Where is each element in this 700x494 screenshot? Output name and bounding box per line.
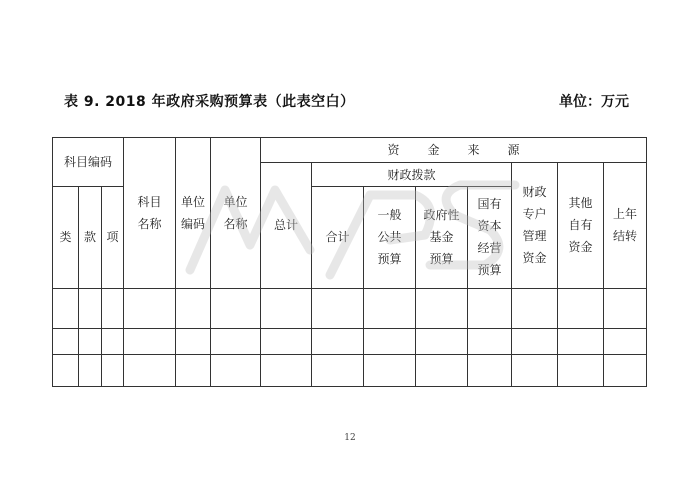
header-item: 项: [102, 187, 124, 288]
table-cell: [79, 354, 102, 386]
table-cell: [261, 328, 312, 354]
table-cell: [468, 354, 512, 386]
table-cell: [261, 288, 312, 328]
header-fund-source: 资金来源: [261, 138, 647, 163]
table-cell: [312, 354, 364, 386]
header-gov-fund-budget: 政府性 基金 预算: [416, 187, 468, 288]
table-cell: [468, 288, 512, 328]
table-cell: [604, 328, 647, 354]
table-cell: [211, 354, 261, 386]
header-subject-name: 科目 名称: [124, 138, 176, 289]
header-total: 总计: [261, 163, 312, 289]
table-row: [53, 354, 647, 386]
table-cell: [124, 354, 176, 386]
table-cell: [53, 328, 79, 354]
table-cell: [364, 354, 416, 386]
table-cell: [364, 328, 416, 354]
table-row: [53, 288, 647, 328]
header-unit-code: 单位 编码: [176, 138, 211, 289]
table-cell: [364, 288, 416, 328]
table-cell: [512, 288, 558, 328]
table-cell: [176, 328, 211, 354]
table-cell: [512, 354, 558, 386]
header-state-capital-budget: 国有 资本 经营 预算: [468, 187, 512, 288]
table-cell: [468, 328, 512, 354]
table-cell: [176, 288, 211, 328]
page-number: 12: [344, 433, 356, 443]
table-cell: [102, 328, 124, 354]
table-cell: [312, 328, 364, 354]
table-cell: [176, 354, 211, 386]
header-prior-year-carryover: 上年 结转: [604, 163, 647, 289]
table-cell: [211, 288, 261, 328]
table-cell: [53, 354, 79, 386]
header-fiscal-allocation: 财政拨款: [312, 163, 512, 187]
table-cell: [102, 288, 124, 328]
table-cell: [558, 288, 604, 328]
table-cell: [604, 288, 647, 328]
header-category: 类: [53, 187, 79, 288]
table-cell: [124, 328, 176, 354]
header-general-public-budget: 一般 公共 预算: [364, 187, 416, 288]
table-cell: [604, 354, 647, 386]
table-cell: [124, 288, 176, 328]
table-cell: [558, 354, 604, 386]
table-cell: [512, 328, 558, 354]
table-cell: [261, 354, 312, 386]
table-cell: [79, 328, 102, 354]
table-cell: [416, 328, 468, 354]
table-cell: [416, 354, 468, 386]
header-section: 款: [79, 187, 102, 288]
table-cell: [416, 288, 468, 328]
header-subtotal: 合计: [312, 187, 364, 288]
table-cell: [102, 354, 124, 386]
table-row: [53, 328, 647, 354]
table-cell: [558, 328, 604, 354]
table-cell: [312, 288, 364, 328]
header-other-own-funds: 其他 自有 资金: [558, 163, 604, 289]
unit-label: 单位：万元: [559, 94, 629, 110]
header-special-fiscal-fund: 财政 专户 管理 资金: [512, 163, 558, 289]
procurement-budget-table: [52, 137, 647, 387]
table-cell: [79, 288, 102, 328]
table-cell: [211, 328, 261, 354]
table-title: 表 9. 2018 年政府采购预算表（此表空白）: [64, 94, 355, 110]
header-unit-name: 单位 名称: [211, 138, 261, 289]
table-cell: [53, 288, 79, 328]
header-subject-code: 科目编码: [53, 138, 124, 187]
